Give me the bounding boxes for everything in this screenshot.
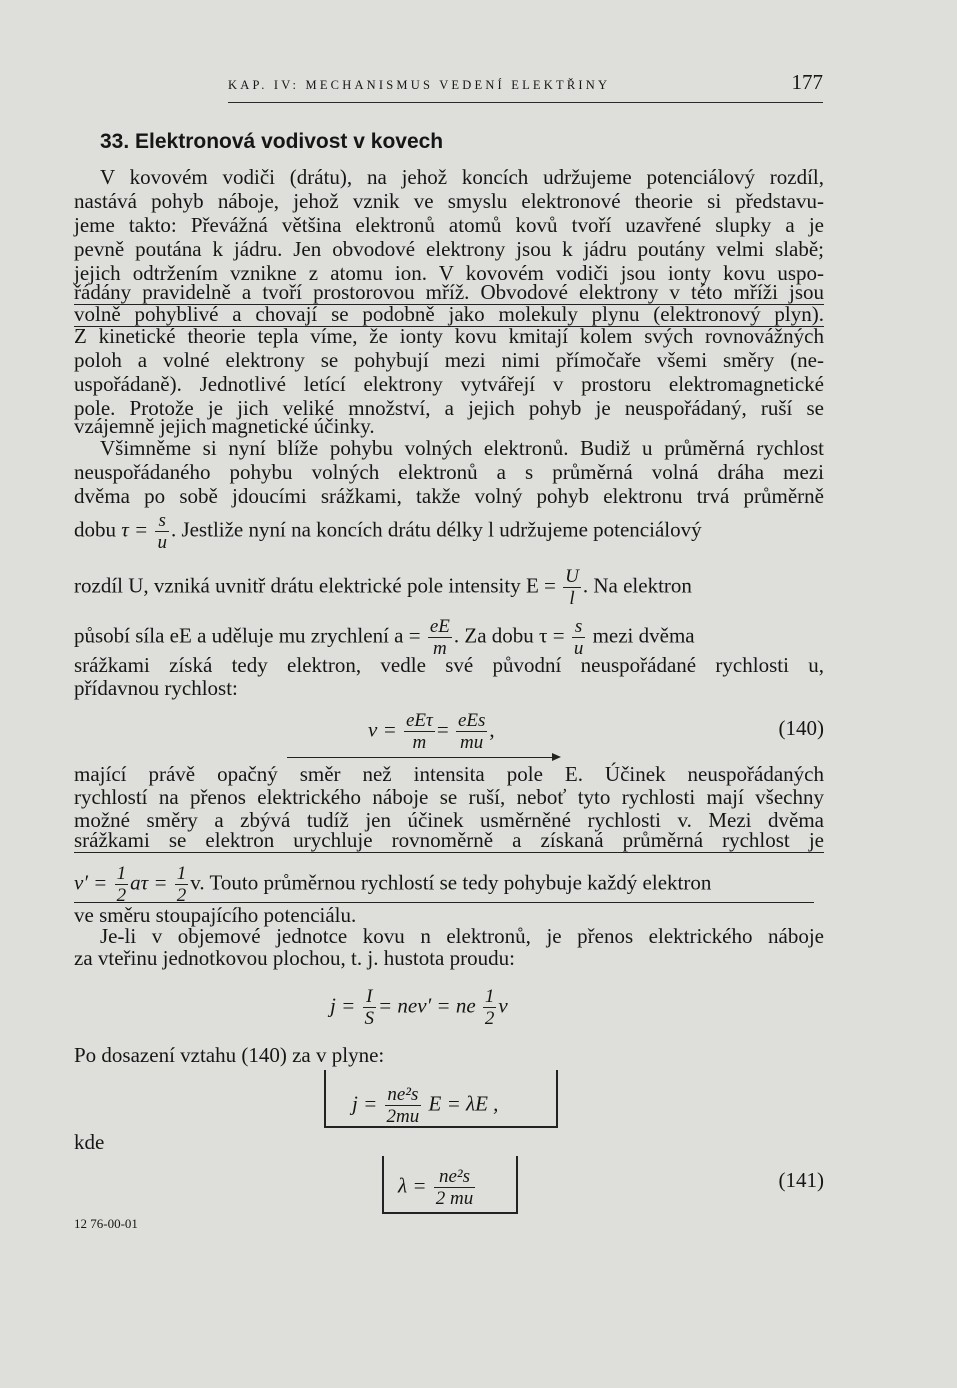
printer-mark: 12 76-00-01	[74, 1216, 138, 1231]
equation-current-density: j = $\frac{I}{S}$ = nev′ = ne $\frac{1}{2}$ v	[330, 986, 508, 1029]
text-line: Je-li v objemové jednotce kovu n elektronů, je přenos elektrického náboje	[100, 924, 824, 948]
text-line: pevně poutána k jádru. Jen obvodové elektrony jsou k jádru poutány velmi slabě;	[74, 237, 824, 261]
equation-number-141: (141)	[778, 1168, 824, 1192]
text-line: neuspořádaného pohybu volných elektronů a s průměrná volná dráha mezi	[74, 460, 824, 484]
text-line: vzájemně jejich magnetické účinky.	[74, 414, 375, 438]
text-line: uspořádaně). Jednotlivé letící elektrony vytvářejí v prostoru elektromagnetické	[74, 372, 824, 396]
text-line: možné směry a zbývá tudíž jen účinek usměrněné rychlosti v. Mezi dvěma	[74, 808, 824, 832]
text-line: mající právě opačný směr než intensita pole E. Účinek neuspořádaných	[74, 762, 824, 786]
text-line: pole. Protože je jich veliké množství, a jejich pohyb je neuspořádaný, ruší se	[74, 396, 824, 420]
text-line: Z kinetické theorie tepla víme, že ionty kovu kmitají kolem svých rovnovážných	[74, 324, 824, 348]
equation-line-vprime: v′ = $\frac{1}{2}$ aτ = $\frac{1}{2}$ v. Touto průměrnou rychlostí se tedy pohybuje každý elektron	[74, 863, 712, 906]
text-line: Všimněme si nyní blíže pohybu volných elektronů. Budiž u průměrná rychlost	[100, 436, 824, 460]
equation-140: v = $\frac{\text{eEτ}}{m}$ = $\frac{\text{eEs}}{mu}$ ,	[368, 710, 495, 753]
text-line: Po dosazení vztahu (140) za v plyne:	[74, 1043, 385, 1067]
section-title: 33. Elektronová vodivost v kovech	[100, 130, 444, 153]
text-line: kde	[74, 1130, 105, 1154]
running-header	[228, 70, 823, 103]
text-line: jeme takto: Převážná většina elektronů atomů kovů tvoří uzavřené slupky a je	[74, 213, 824, 237]
text-line-underlined: srážkami se elektron urychluje rovnoměrně a získaná průměrná rychlost je	[74, 828, 824, 852]
text-line: rychlostí na přenos elektrického náboje se ruší, neboť tyto rychlosti mají všechny	[74, 785, 824, 809]
text-line-underlined: ve směru stoupajícího potenciálu.	[74, 902, 814, 927]
text-line: jejich odtržením vznikne z atomu ion. V kovovém vodiči jsou ionty kovu uspo-	[74, 261, 824, 285]
boxed-equation-1: j = $\frac{\text{ne²s}}{2mu}$ E = λE ,	[324, 1070, 558, 1128]
text-line-underlined: řádány pravidelně a tvoří prostorovou mříž. Obvodové elektrony v této mříži jsou	[74, 280, 824, 304]
equation-number-140: (140)	[778, 716, 824, 740]
equation-line-acceleration: působí síla eE a uděluje mu zrychlení a = $\frac{eE}{m}$ . Za dobu τ = $\frac{s}{u}$ mezi dvěma	[74, 616, 695, 659]
running-title: KAP. IV: MECHANISMUS VEDENÍ ELEKTŘINY	[228, 78, 611, 92]
hand-drawn-arrow	[287, 757, 557, 758]
page-number: 177	[791, 70, 823, 94]
text-line: poloh a volné elektrony se pohybují mezi nimi přímočaře všemi směry (ne-	[74, 348, 824, 372]
text-line: srážkami získá tedy elektron, vedle své původní neuspořádané rychlosti u,	[74, 653, 824, 677]
text-line: nastává pohyb náboje, jehož vznik ve smyslu elektronové theorie si představu-	[74, 189, 824, 213]
text-line: V kovovém vodiči (drátu), na jehož koncích udržujeme potenciálový rozdíl,	[100, 165, 824, 189]
text-line: dvěma po sobě jdoucími srážkami, takže volný pohyb elektronu trvá průměrně	[74, 484, 824, 508]
text-line-underlined: volně pohyblivé a chovají se podobně jako molekuly plynu (elektronový plyn).	[74, 302, 824, 326]
boxed-equation-141: λ = $\frac{\text{ne²s}}{2 mu}$	[382, 1156, 518, 1214]
text-line: přídavnou rychlost:	[74, 676, 238, 700]
equation-line-field: rozdíl U, vzniká uvnitř drátu elektrické pole intensity E = $\frac{U}{l}$ . Na elektron	[74, 566, 692, 609]
text-line: za vteřinu jednotkovou plochou, t. j. hustota proudu:	[74, 946, 515, 970]
equation-line-tau: dobu τ = $\frac{s}{u}$ . Jestliže nyní na koncích drátu délky l udržujeme potenciálový	[74, 510, 702, 553]
